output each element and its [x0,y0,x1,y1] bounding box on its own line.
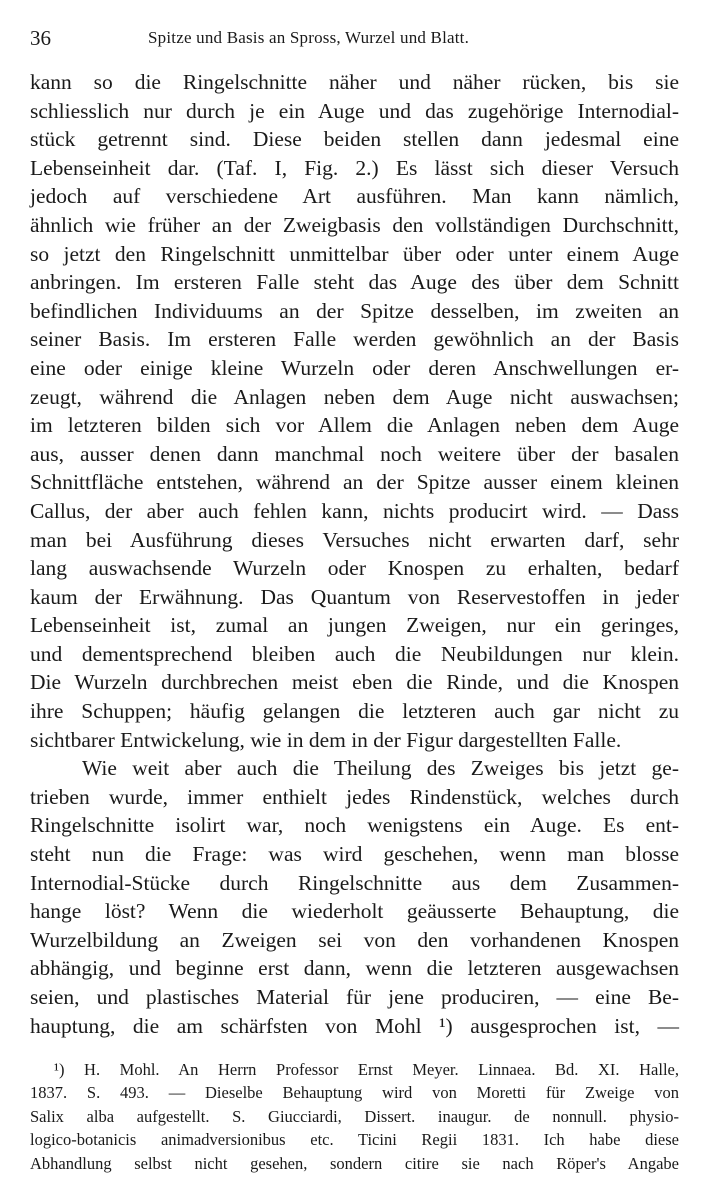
body-line: man bei Ausführung dieses Versuches nicht erwarten darf, sehr [30,527,679,552]
body-line: Wurzelbildung an Zweigen sei von den vorhandenen Knospen [30,927,679,952]
body-text [30,68,679,1040]
body-line: befindlichen Individuums an der Spitze desselben, im zweiten an [30,298,679,323]
body-line: Schnittfläche entstehen, während an der Spitze ausser einem kleinen [30,470,679,495]
body-line: anbringen. Im ersteren Falle steht das Auge des über dem Schnitt [30,270,679,295]
page-number: 36 [30,26,51,50]
body-line: Lebenseinheit dar. (Taf. I, Fig. 2.) Es lässt sich dieser Versuch [30,155,679,180]
body-line: im letzteren bilden sich vor Allem die Anlagen neben dem Auge [30,413,679,438]
body-line: Lebenseinheit ist, zumal an jungen Zweigen, nur ein geringes, [30,613,679,638]
body-line: schliesslich nur durch je ein Auge und das zugehörige Internodial- [30,98,679,123]
body-line: sichtbarer Entwickelung, wie in dem in der Figur dargestellten Falle. [30,727,622,752]
body-line: hange löst? Wenn die wiederholt geäusserte Behauptung, die [30,899,679,924]
body-line: Ringelschnitte isolirt war, noch wenigstens ein Auge. Es ent- [30,813,679,838]
body-line: kann so die Ringelschnitte näher und näher rücken, bis sie [30,70,679,94]
body-line: zeugt, während die Anlagen neben dem Auge nicht auswachsen; [30,384,679,409]
body-line: kaum der Erwähnung. Das Quantum von Reservestoffen in jeder [30,584,679,609]
body-line: Callus, der aber auch fehlen kann, nichts producirt wird. — Dass [30,498,679,523]
body-line: steht nun die Frage: was wird geschehen, wenn man blosse [30,842,679,867]
body-line: seiner Basis. Im ersteren Falle werden gewöhnlich an der Basis [30,327,679,352]
body-line: trieben wurde, immer enthielt jedes Rindenstück, welches durch [30,784,679,809]
body-line: lang auswachsende Wurzeln oder Knospen zu erhalten, bedarf [30,556,679,581]
body-line: ihre Schuppen; häufig gelangen die letzteren auch gar nicht zu [30,699,679,724]
body-line: seien, und plastisches Material für jene produciren, — eine Be- [30,985,679,1009]
footnote-line: Abhandlung selbst nicht gesehen, sondern citire sie nach Röper's Angabe [30,1153,679,1173]
body-line: Internodial-Stücke durch Ringelschnitte aus dem Zusammen- [30,870,679,895]
body-line: und dementsprechend bleiben auch die Neubildungen nur klein. [30,641,679,666]
body-line: hauptung, die am schärfsten von Mohl ¹) ausgesprochen ist, — [30,1013,679,1038]
footnote-line: ¹) H. Mohl. An Herrn Professor Ernst Meyer. Linnaea. Bd. XI. Halle, [54,1060,679,1079]
footnote-line: logico-botanicis animadversionibus etc. Ticini Regii 1831. Ich habe diese [30,1130,679,1150]
body-line: stück getrennt sind. Diese beiden stellen dann jedesmal eine [30,127,679,152]
body-line: so jetzt den Ringelschnitt unmittelbar über oder unter einem Auge [30,241,679,266]
body-line: Die Wurzeln durchbrechen meist eben die Rinde, und die Knospen [30,670,679,695]
footnote-line: 1837. S. 493. — Dieselbe Behauptung wird von Moretti für Zweige von [30,1083,679,1103]
body-line: abhängig, und beginne erst dann, wenn die letzteren ausgewachsen [30,956,679,981]
body-line: jedoch auf verschiedene Art ausführen. Man kann nämlich, [30,184,679,209]
body-line: ähnlich wie früher an der Zweigbasis den vollständigen Durchschnitt, [30,212,679,237]
body-line: aus, ausser denen dann manchmal noch weitere über der basalen [30,441,679,466]
body-line: eine oder einige kleine Wurzeln oder deren Anschwellungen er- [30,355,679,380]
running-head: Spitze und Basis an Spross, Wurzel und Blatt. [148,28,470,47]
footnotes [30,1058,679,1175]
footnote-line: Salix alba aufgestellt. S. Giucciardi, Dissert. inaugur. de nonnull. physio- [30,1106,679,1126]
body-line: Wie weit aber auch die Theilung des Zweiges bis jetzt ge- [82,756,679,781]
page-header [30,26,680,56]
